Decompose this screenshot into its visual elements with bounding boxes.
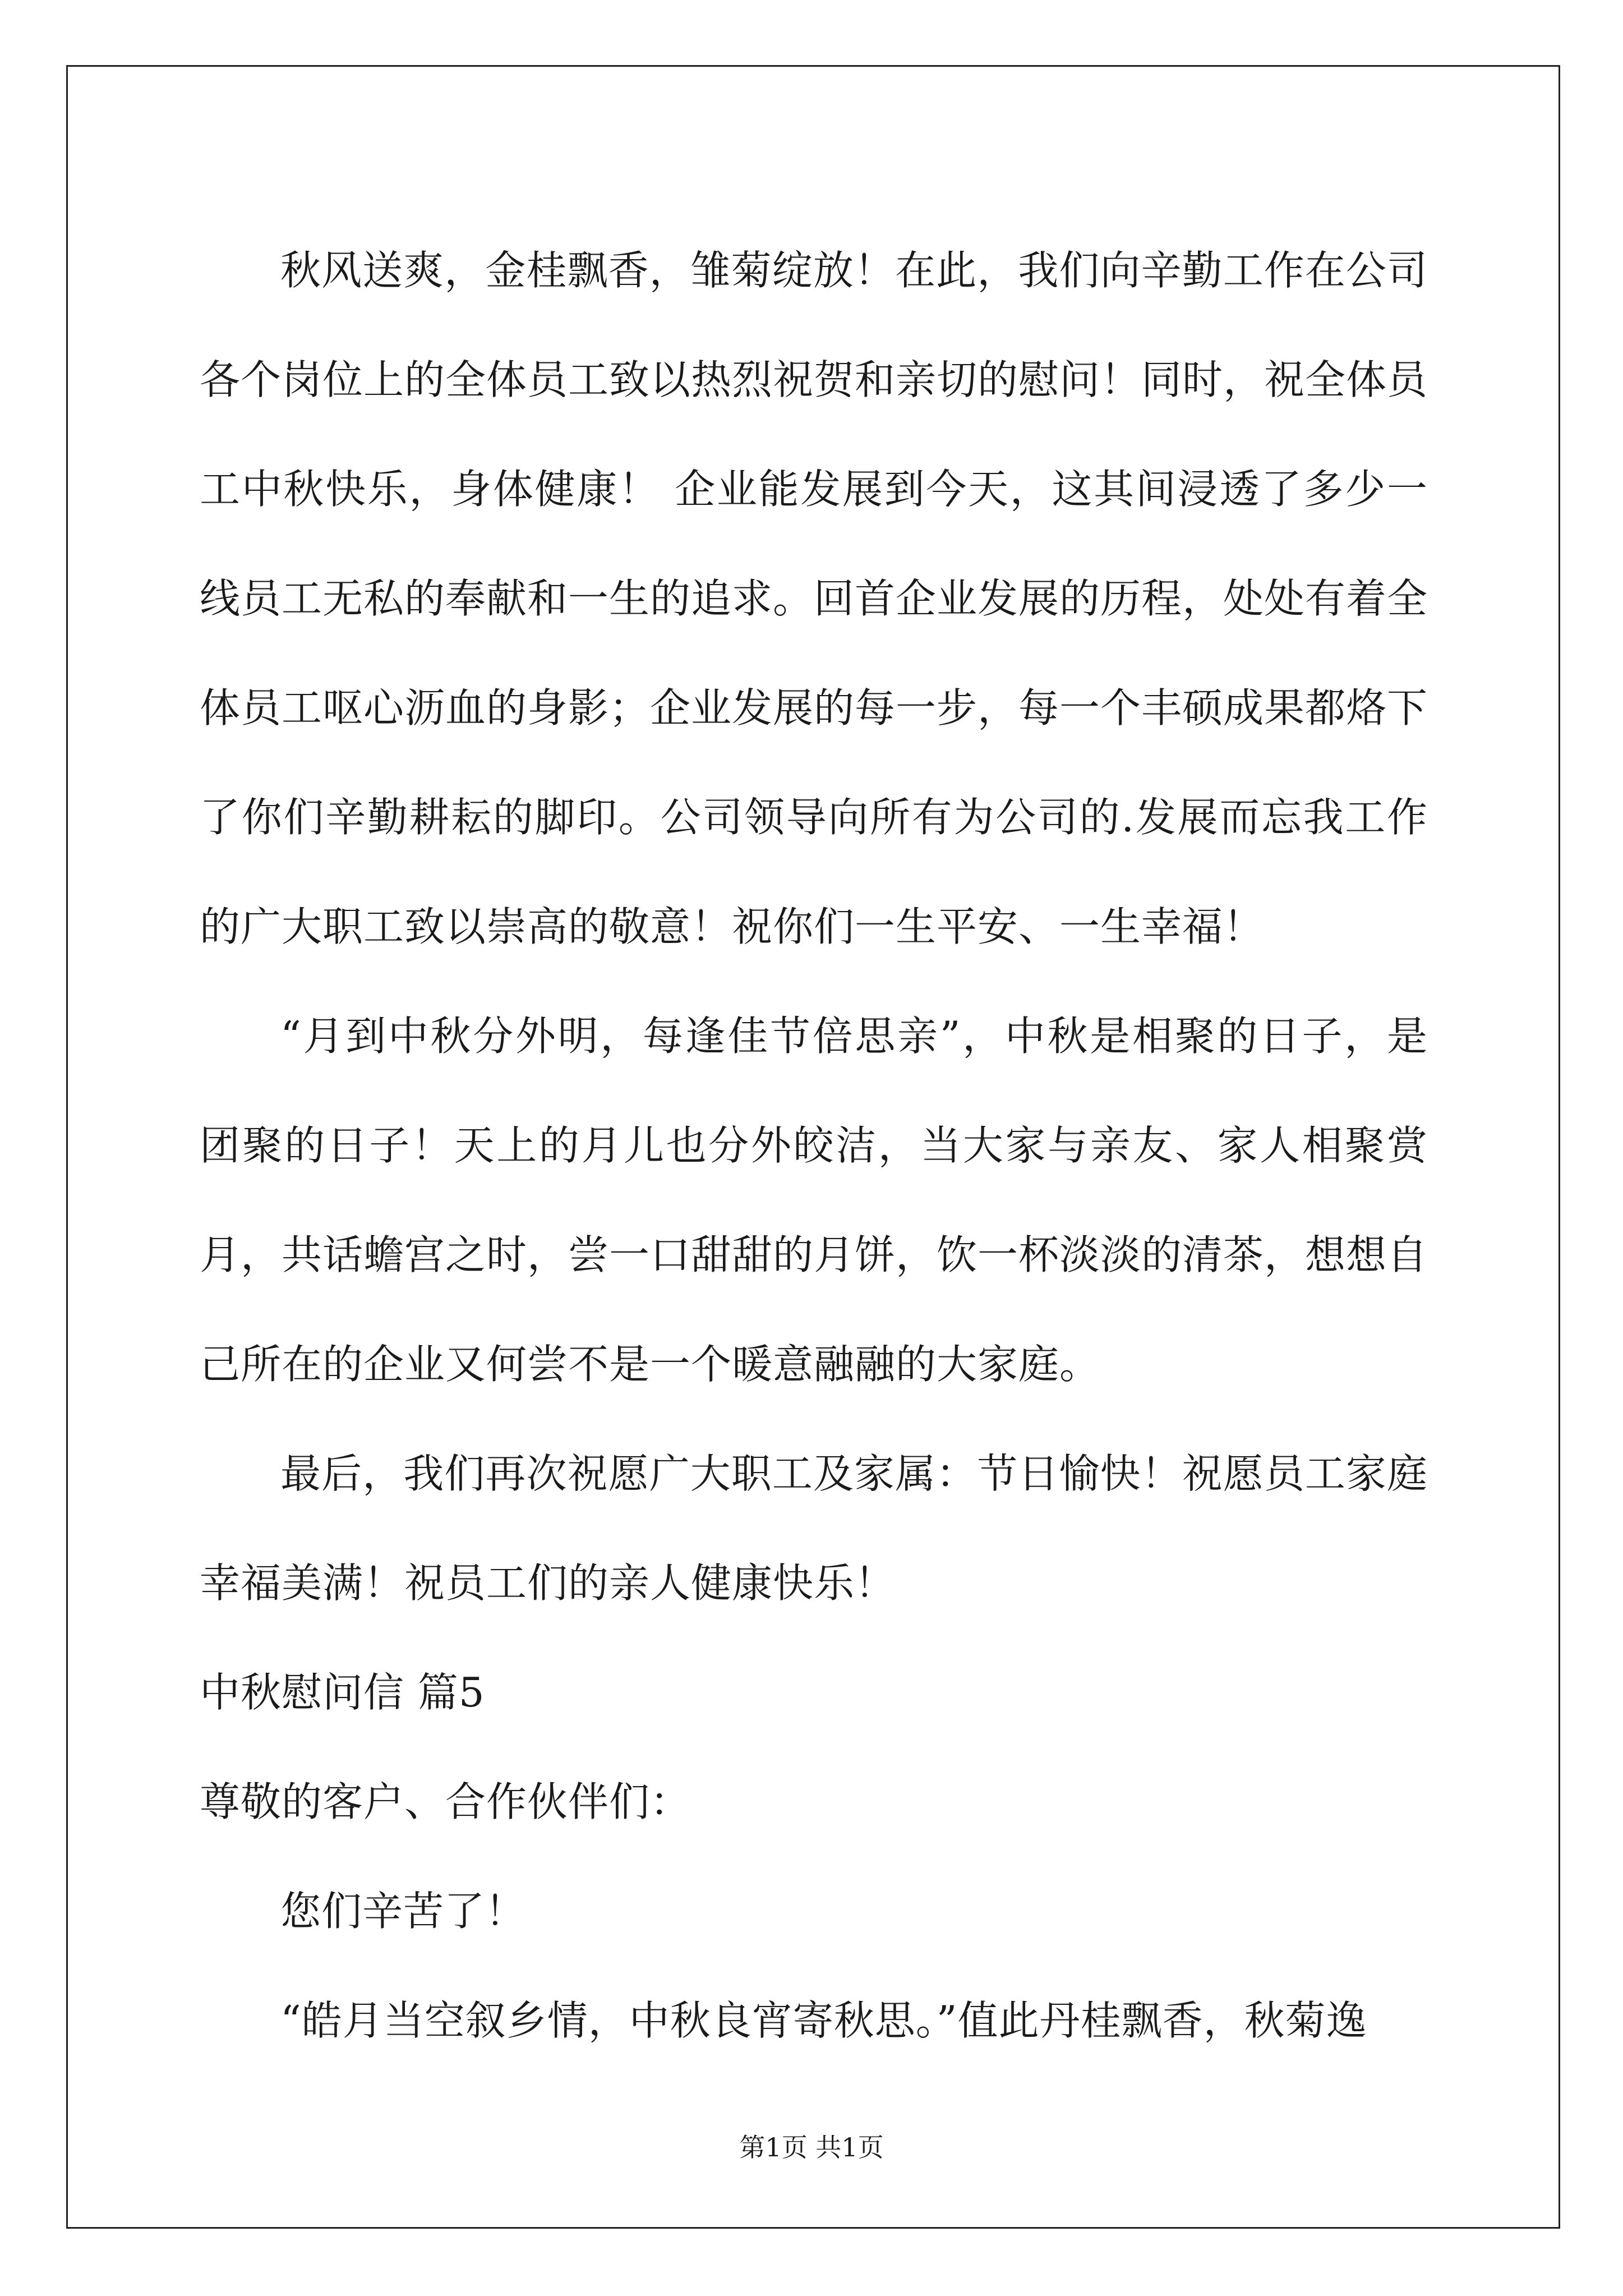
- paragraph-7: “皓月当空叙乡情，中秋良宵寄秋思。”值此丹桂飘香，秋菊逸: [280, 1997, 1367, 2044]
- paragraph-2: “月到中秋分外明，每逢佳节倍思亲”，中秋是相聚的日子，是团聚的日子！天上的月儿也分外皎洁，当大家与亲友、家人相聚赏月，共话蟾宫之时，尝一口甜甜的月饼，饮一杯淡淡的清茶，想想自己所在的企业又何尝不是一个暖意融融的大家庭。: [200, 1013, 1428, 1388]
- paragraph-1: 秋风送爽，金桂飘香，雏菊绽放！在此，我们向辛勤工作在公司各个岗位上的全体员工致以热烈祝贺和亲切的慰问！同时，祝全体员工中秋快乐，身体健康！ 企业能发展到今天，这其间浸透了多少一线员工无私的奉献和一生的追求。回首企业发展的历程，处处有着全体员工呕心沥血的身影；企业发展的每一步，每一个丰硕成果都烙下了你们辛勤耕耘的脚印。公司领导向所有为公司的.发展而忘我工作的广大职工致以崇高的敬意！祝你们一生平安、一生幸福！: [200, 247, 1428, 950]
- greeting-line: 您们辛苦了！: [280, 1888, 527, 1935]
- section-heading: 中秋慰问信 篇5: [200, 1669, 485, 1716]
- paragraph-3: 最后，我们再次祝愿广大职工及家属：节日愉快！祝愿员工家庭幸福美满！祝员工们的亲人健康快乐！: [200, 1450, 1428, 1607]
- document-body: [200, 216, 1428, 2076]
- page-footer: 第1页 共1页: [739, 2132, 884, 2162]
- salutation: 尊敬的客户、合作伙伴们：: [200, 1778, 691, 1825]
